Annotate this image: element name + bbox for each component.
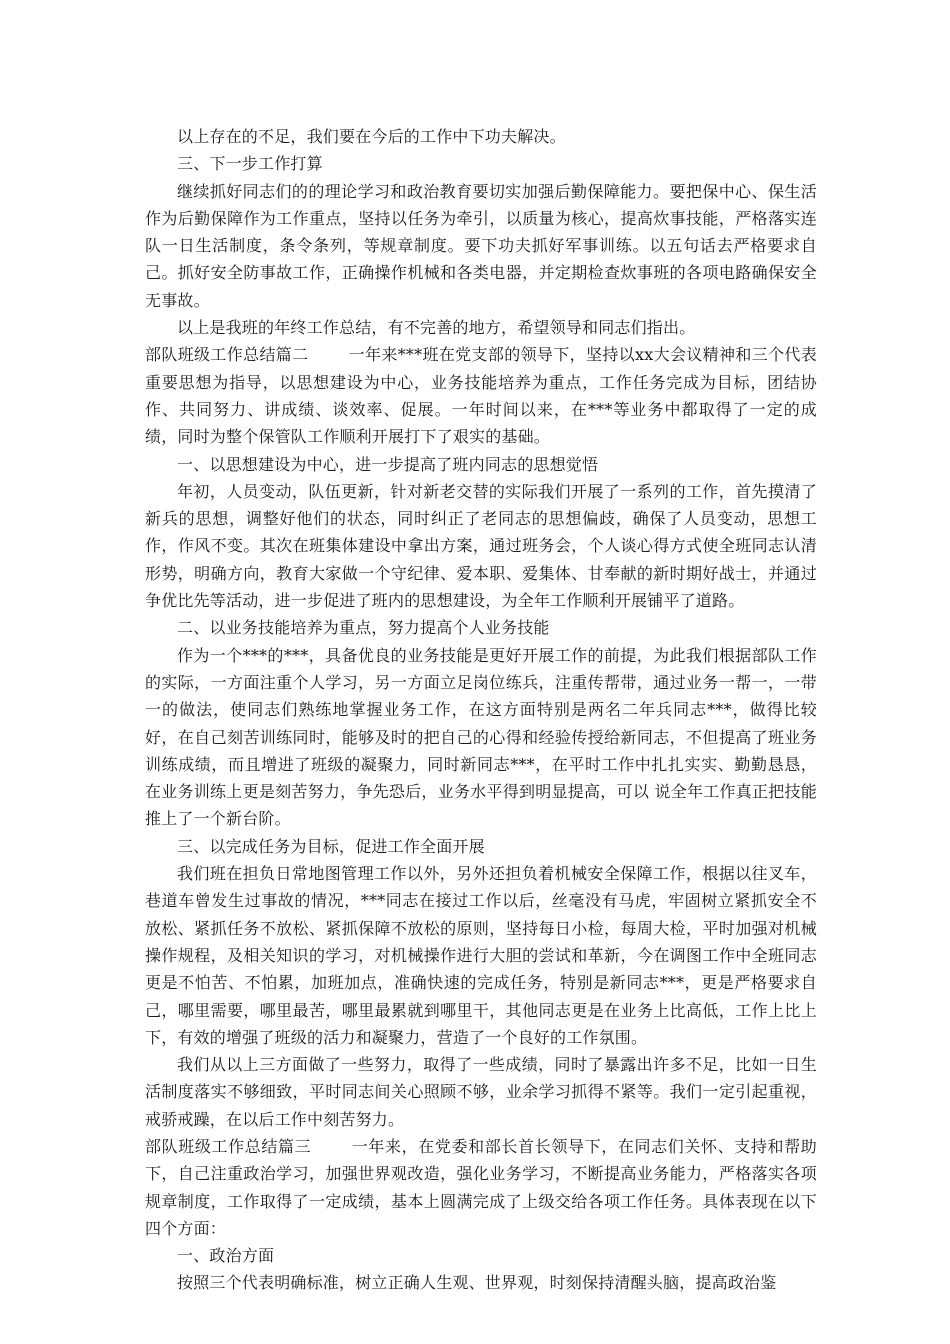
paragraph: 以上存在的不足，我们要在今后的工作中下功夫解决。 bbox=[177, 127, 566, 146]
section-heading: 三、下一步工作打算 bbox=[177, 154, 323, 174]
section-heading: 一、政治方面 bbox=[177, 1246, 275, 1266]
paragraph: 我们从以上三方面做了一些努力，取得了一些成绩，同时了暴露出许多不足，比如一日生活制度落实不够细致，平时同志间关心照顾不够，业余学习抓得不紧等。我们一定引起重视，戒骄戒躁，在以后工作中刻苦努力。 bbox=[145, 1055, 817, 1129]
chapter-lead-text: 一年来***班在党支部的领导下，坚持以xx大会议精神和三个代表重要思想为指导，以思想建设为中心，业务技能培养为重点，工作任务完成为目标，团结协作、共同努力、讲成绩、谈效率、促展。一年时间以来，在***等业务中都取得了一定的成绩，同时为整个保管队工作顺利开展打下了艰实的基础。 bbox=[145, 345, 817, 447]
chapter-paragraph bbox=[145, 341, 817, 450]
document-body bbox=[145, 123, 817, 1297]
section-heading: 三、以完成任务为目标，促进工作全面开展 bbox=[177, 836, 485, 856]
section-heading: 二、以业务技能培养为重点，努力提高个人业务技能 bbox=[177, 618, 550, 638]
chapter-title: 部队班级工作总结篇二 bbox=[145, 345, 309, 365]
chapter-title: 部队班级工作总结篇三 bbox=[145, 1136, 312, 1156]
paragraph: 继续抓好同志们的的理论学习和政治教育要切实加强后勤保障能力。要把保中心、保生活作为后勤保障作为工作重点，坚持以任务为牵引，以质量为核心，提高炊事技能，严格落实连队一日生活制度，条令条列，等规章制度。要下功夫抓好军事训练。以五句话去严格要求自己。抓好安全防事故工作，正确操作机械和各类电器，并定期检查炊事班的各项电路确保安全无事故。 bbox=[145, 181, 817, 310]
paragraph: 作为一个***的***，具备优良的业务技能是更好开展工作的前提，为此我们根据部队工作的实际，一方面注重个人学习，另一方面立足岗位练兵，注重传帮带，通过业务一帮一，一带一的做法，使同志们熟练地掌握业务工作，在这方面特别是两名二年兵同志***，做得比较好，在自己刻苦训练同时，能够及时的把自己的心得和经验传授给新同志，不但提高了班业务训练成绩，而且增进了班级的凝聚力，同时新同志***，在平时工作中扎扎实实、勤勤恳恳，在业务训练上更是刻苦努力，争先恐后，业务水平得到明显提高，可以 说全年工作真正把技能推上了一个新台阶。 bbox=[145, 645, 817, 829]
chapter-lead-text: 一年来，在党委和部长首长领导下，在同志们关怀、支持和帮助下，自己注重政治学习，加强世界观改造，强化业务学习，不断提高业务能力，严格落实各项规章制度，工作取得了一定成绩，基本上圆满完成了上级交给各项工作任务。具体表现在以下四个方面： bbox=[145, 1136, 817, 1238]
paragraph: 以上是我班的年终工作总结，有不完善的地方，希望领导和同志们指出。 bbox=[177, 318, 696, 338]
chapter-paragraph bbox=[145, 1133, 817, 1242]
paragraph: 我们班在担负日常地图管理工作以外，另外还担负着机械安全保障工作，根据以往叉车，巷道车曾发生过事故的情况，***同志在接过工作以后，丝毫没有马虎，牢固树立紧抓安全不放松、紧抓任务不放松、紧抓保障不放松的原则，坚持每日小检，每周大检，平时加强对机械操作规程，及相关知识的学习，对机械操作进行大胆的尝试和革新，今在调图工作中全班同志更是不怕苦、不怕累，加班加点，准确快速的完成任务，特别是新同志***，更是严格要求自己，哪里需要，哪里最苦，哪里最累就到哪里干，其他同志更是在业务上比高低，工作上比上下，有效的增强了班级的活力和凝聚力，营造了一个良好的工作氛围。 bbox=[145, 864, 817, 1047]
paragraph: 按照三个代表明确标准，树立正确人生观、世界观，时刻保持清醒头脑，提高政治鉴 bbox=[177, 1273, 777, 1293]
section-heading: 一、以思想建设为中心，进一步提高了班内同志的思想觉悟 bbox=[177, 454, 599, 474]
paragraph: 年初，人员变动，队伍更新，针对新老交替的实际我们开展了一系列的工作，首先摸清了新兵的思想，调整好他们的状态，同时纠正了老同志的思想偏歧，确保了人员变动，思想工作，作风不变。其次在班集体建设中拿出方案，通过班务会，个人谈心得方式使全班同志认清形势，明确方向，教育大家做一个守纪律、爱本职、爱集体、甘奉献的新时期好战士，并通过争优比先等活动，进一步促进了班内的思想建设，为全年工作顺利开展铺平了道路。 bbox=[145, 481, 817, 611]
